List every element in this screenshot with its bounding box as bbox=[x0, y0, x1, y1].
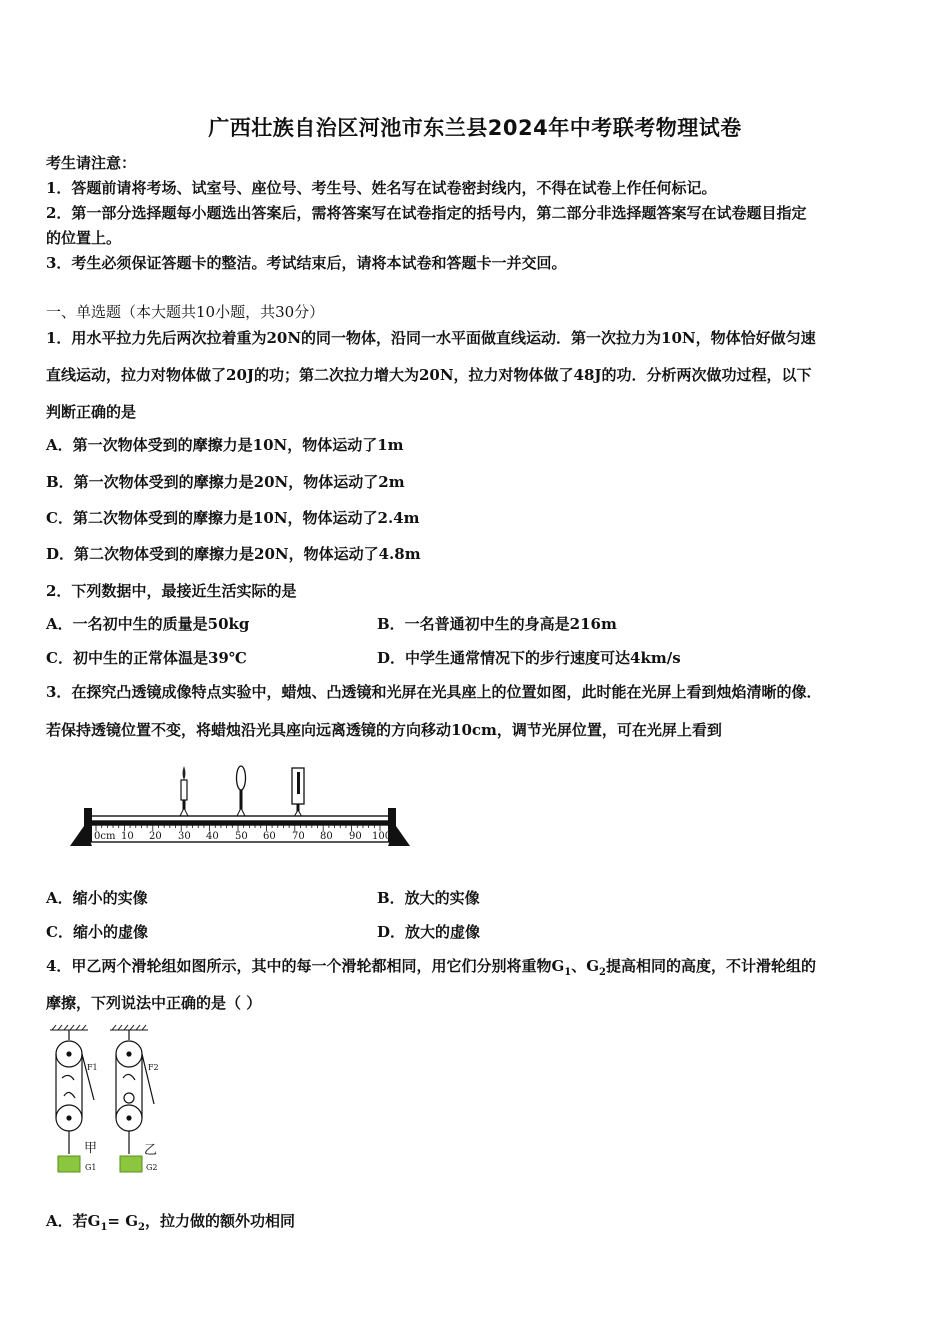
question-2-option-b: B．一名普通初中生的身高是216m bbox=[377, 615, 617, 633]
label-jia: 甲 bbox=[84, 1141, 98, 1156]
candle-icon bbox=[177, 766, 191, 822]
ceiling-hatch bbox=[50, 1025, 148, 1030]
ruler-label: 20 bbox=[149, 831, 162, 842]
section-heading: 一、单选题（本大题共10小题，共30分） bbox=[46, 303, 325, 321]
notice-heading: 考生请注意： bbox=[46, 154, 137, 172]
question-1-line: 直线运动，拉力对物体做了20J的功；第二次拉力增大为20N，拉力对物体做了48J的功．分析两次做功过程，以下 bbox=[46, 366, 812, 384]
pulley-system-figure bbox=[40, 1020, 190, 1180]
question-1-option-d: D．第二次物体受到的摩擦力是20N，物体运动了4.8m bbox=[46, 545, 421, 563]
question-3-option-b: B．放大的实像 bbox=[377, 889, 480, 907]
force-label-f2: F2 bbox=[148, 1063, 159, 1072]
question-3-line: 3．在探究凸透镜成像特点实验中，蜡烛、凸透镜和光屏在光具座上的位置如图，此时能在光屏上看到烛焰清晰的像． bbox=[46, 683, 822, 701]
question-4-text: 提高相同的高度，不计滑轮组的 bbox=[606, 957, 817, 975]
question-4-option-a bbox=[46, 1210, 295, 1233]
notice-item: 2．第一部分选择题每小题选出答案后，需将答案写在试卷指定的括号内，第二部分非选择题答案写在试卷题目指定 bbox=[46, 204, 807, 222]
ruler-label: 90 bbox=[349, 831, 362, 842]
weight-g2 bbox=[120, 1156, 142, 1172]
subscript: 2 bbox=[599, 967, 607, 978]
question-1-option-a: A．第一次物体受到的摩擦力是10N，物体运动了1m bbox=[46, 436, 404, 454]
question-1-option-c: C．第二次物体受到的摩擦力是10N，物体运动了2.4m bbox=[46, 509, 420, 527]
question-2-option-d: D．中学生通常情况下的步行速度可达4km/s bbox=[377, 649, 681, 667]
question-1-line: 1．用水平拉力先后两次拉着重为20N的同一物体，沿同一水平面做直线运动．第一次拉力为10N，物体恰好做匀速 bbox=[46, 329, 816, 347]
option-text: ，拉力做的额外功相同 bbox=[145, 1212, 296, 1230]
question-4-line bbox=[46, 955, 816, 978]
convex-lens-icon bbox=[234, 766, 248, 822]
light-screen-icon bbox=[291, 768, 305, 822]
question-4-text: 4．甲乙两个滑轮组如图所示，其中的每一个滑轮都相同，用它们分别将重物G bbox=[46, 957, 565, 975]
question-2-option-a: A．一名初中生的质量是50kg bbox=[46, 615, 250, 633]
question-2-stem: 2．下列数据中，最接近生活实际的是 bbox=[46, 582, 297, 600]
bench-stand-left bbox=[70, 808, 92, 846]
pulley-system-yi bbox=[116, 1030, 154, 1154]
weight-g1 bbox=[58, 1156, 80, 1172]
ruler-label: 60 bbox=[263, 831, 276, 842]
question-3-option-a: A．缩小的实像 bbox=[46, 889, 148, 907]
optical-bench-figure bbox=[60, 760, 420, 855]
ruler-label: 0cm bbox=[94, 831, 116, 842]
pulley-system-jia bbox=[56, 1030, 94, 1154]
ruler-label: 80 bbox=[320, 831, 333, 842]
force-label-f1: F1 bbox=[87, 1063, 98, 1072]
question-4-text: 、G bbox=[571, 957, 600, 975]
ruler-label: 40 bbox=[206, 831, 219, 842]
question-3-line: 若保持透镜位置不变，将蜡烛沿光具座向远离透镜的方向移动10cm，调节光屏位置，可在光屏上看到 bbox=[46, 721, 722, 739]
notice-item: 的位置上。 bbox=[46, 229, 122, 247]
question-3-option-d: D．放大的虚像 bbox=[377, 923, 481, 941]
question-2-option-c: C．初中生的正常体温是39℃ bbox=[46, 649, 247, 667]
option-text: = G bbox=[107, 1212, 139, 1230]
subscript: 1 bbox=[564, 967, 572, 978]
weight-label-g2: G2 bbox=[146, 1163, 158, 1172]
ruler-label: 100 bbox=[372, 831, 392, 842]
question-3-option-c: C．缩小的虚像 bbox=[46, 923, 148, 941]
ruler-label: 10 bbox=[121, 831, 134, 842]
ruler-label: 50 bbox=[235, 831, 248, 842]
option-text: A．若G bbox=[46, 1212, 101, 1230]
weight-label-g1: G1 bbox=[85, 1163, 97, 1172]
subscript: 2 bbox=[138, 1222, 145, 1233]
subscript: 1 bbox=[100, 1222, 108, 1233]
notice-item: 1．答题前请将考场、试室号、座位号、考生号、姓名写在试卷密封线内，不得在试卷上作任何标记。 bbox=[46, 179, 717, 197]
ruler-label: 30 bbox=[178, 831, 191, 842]
question-1-option-b: B．第一次物体受到的摩擦力是20N，物体运动了2m bbox=[46, 473, 405, 491]
bench-stand-right bbox=[388, 808, 410, 846]
ruler-label: 70 bbox=[292, 831, 305, 842]
label-yi: 乙 bbox=[144, 1143, 158, 1158]
question-1-line: 判断正确的是 bbox=[46, 403, 137, 421]
page-title: 广西壮族自治区河池市东兰县2024年中考联考物理试卷 bbox=[208, 116, 742, 140]
notice-item: 3．考生必须保证答题卡的整洁。考试结束后，请将本试卷和答题卡一并交回。 bbox=[46, 254, 567, 272]
question-4-line: 摩擦，下列说法中正确的是（ ） bbox=[46, 994, 262, 1012]
